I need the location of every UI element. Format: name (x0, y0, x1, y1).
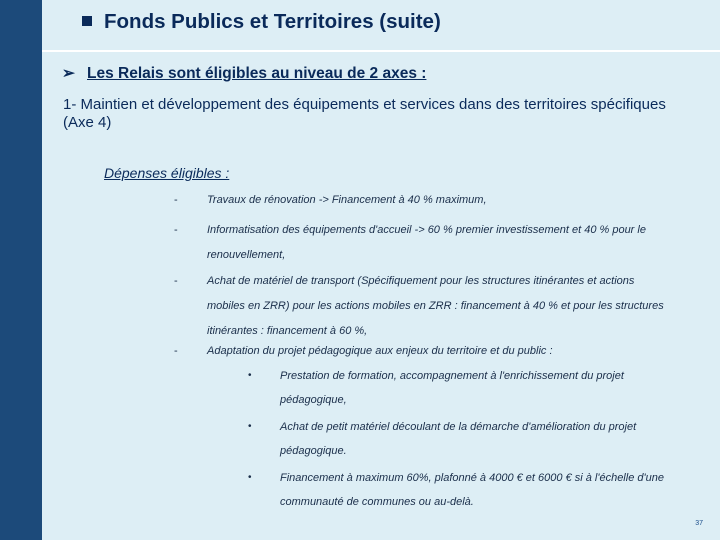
list-item-line: Achat de matériel de transport (Spécifiquement pour les structures itinérantes et actions (207, 275, 635, 287)
list-item-line: mobiles en ZRR) pour les actions mobiles en ZRR : financement à 40 % et pour les structures (207, 300, 664, 312)
dash-bullet: - (174, 345, 178, 357)
sub-list-item (280, 415, 636, 463)
sub-list-item-line: Achat de petit matériel découlant de la démarche d'amélioration du projet (280, 421, 637, 433)
arrow-bullet-icon: ➢ (62, 65, 75, 82)
list-item-line: itinérantes : financement à 60 %, (207, 325, 368, 337)
sub-list-item-line: communauté de communes ou au-delà. (280, 496, 474, 508)
title-divider (42, 50, 720, 52)
title-text: Fonds Publics et Territoires (suite) (104, 10, 441, 33)
axes-heading-text: Les Relais sont éligibles au niveau de 2 axes : (87, 65, 427, 82)
list-item-line: Travaux de rénovation -> Financement à 40 % maximum, (207, 194, 487, 206)
sub-list-item (280, 466, 664, 514)
sub-list-item (280, 364, 624, 412)
dot-bullet-icon: • (248, 421, 252, 432)
list-item (207, 218, 646, 268)
list-item (207, 339, 553, 364)
list-item (207, 269, 664, 344)
list-item (207, 188, 487, 213)
sub-list-item-line: pédagogique, (280, 394, 347, 406)
dash-bullet: - (174, 275, 178, 287)
axe4-intro: 1- Maintien et développement des équipements et services dans des territoires spécifiques (Axe 4) (63, 96, 666, 131)
depenses-heading: Dépenses éligibles : (104, 165, 230, 181)
sub-list-item-line: Prestation de formation, accompagnement à l'enrichissement du projet (280, 370, 624, 382)
list-item-line: Adaptation du projet pédagogique aux enjeux du territoire et du public : (207, 345, 553, 357)
left-sidebar-bar (0, 0, 42, 540)
square-bullet-icon (82, 16, 92, 26)
dash-bullet: - (174, 194, 178, 206)
sub-list-item-line: pédagogique. (280, 445, 347, 457)
list-item-line: renouvellement, (207, 249, 286, 261)
dot-bullet-icon: • (248, 370, 252, 381)
axes-heading (62, 64, 426, 83)
sub-list-item-line: Financement à maximum 60%, plafonné à 4000 € et 6000 € si à l'échelle d'une (280, 472, 664, 484)
dot-bullet-icon: • (248, 472, 252, 483)
list-item-line: Informatisation des équipements d'accueil -> 60 % premier investissement et 40 % pour le (207, 224, 646, 236)
dash-bullet: - (174, 224, 178, 236)
page-title (82, 10, 441, 34)
page-number: 37 (695, 520, 703, 527)
